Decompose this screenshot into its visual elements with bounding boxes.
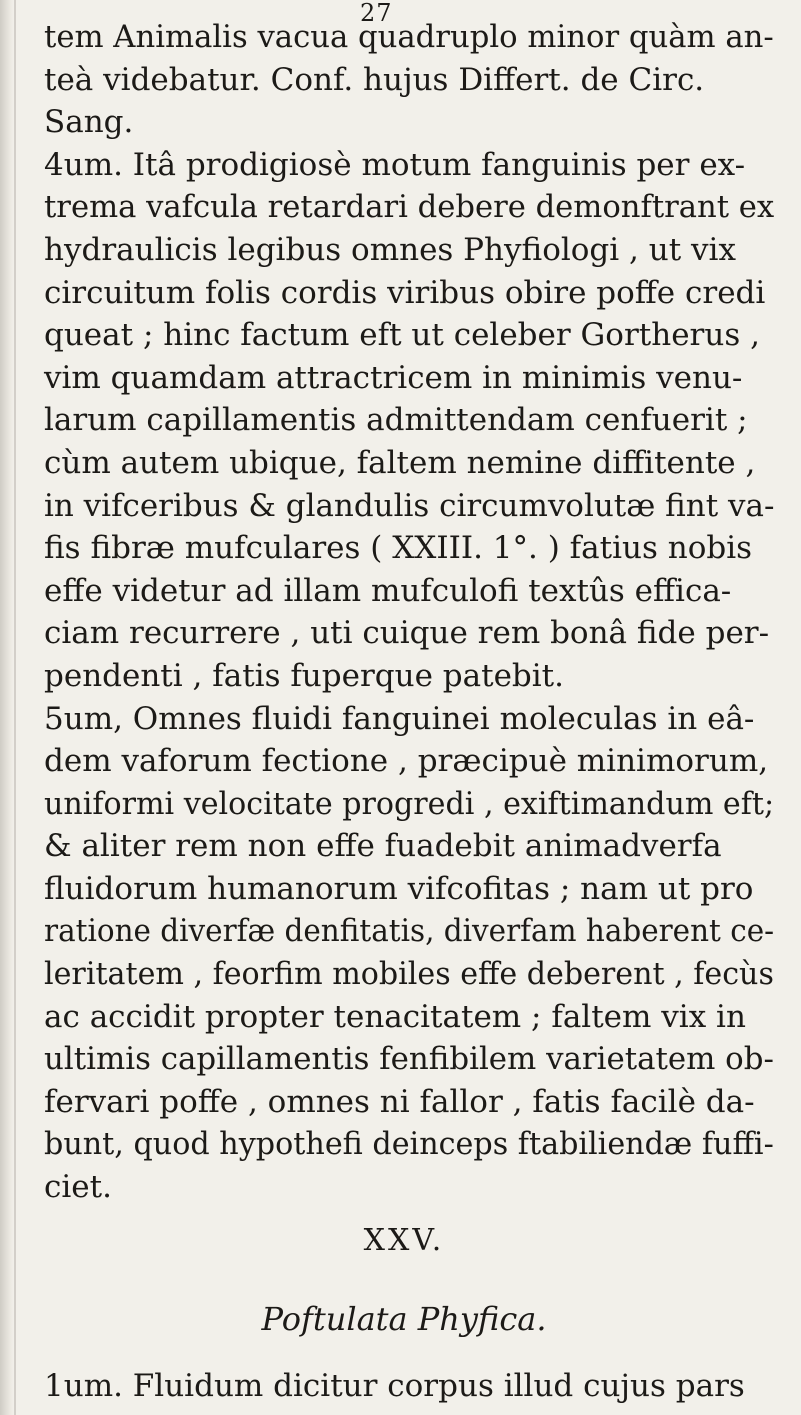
- gutter-line: [14, 0, 16, 1415]
- section-number: XXV.: [363, 1222, 445, 1258]
- text-line: bunt, quod hypothefi deinceps ftabiliendæ fuffi-: [44, 1126, 774, 1163]
- text-line: vim quamdam attractricem in minimis venu-: [44, 359, 743, 396]
- text-line: ciam recurrere , uti cuique rem bonâ fide per-: [44, 615, 770, 652]
- text-line: pendenti , fatis fuperque patebit.: [44, 657, 564, 694]
- text-line: circuitum folis cordis viribus obire poffe credi: [44, 274, 766, 311]
- section-title: Poftulata Phyfica.: [261, 1299, 547, 1338]
- text-line: effe videtur ad illam mufculofi textûs effica-: [44, 572, 732, 609]
- text-line: dem vaforum fectione , præcipuè minimorum,: [44, 743, 769, 780]
- text-line: teà videbatur. Conf. hujus Differt. de Circ.: [44, 61, 705, 98]
- text-line: hydraulicis legibus omnes Phyfiologi , ut vix: [44, 231, 736, 268]
- text-line: ciet.: [44, 1169, 112, 1206]
- text-line: ultimis capillamentis fenfibilem varietatem ob-: [44, 1041, 774, 1078]
- text-line: 5um, Omnes fluidi fanguinei moleculas in eâ-: [44, 700, 755, 737]
- text-line: ac accidit propter tenacitatem ; faltem vix in: [44, 998, 746, 1035]
- text-line: in vifceribus & glandulis circumvolutæ fint va-: [44, 487, 775, 524]
- text-line: & aliter rem non effe fuadebit animadverfa: [44, 828, 722, 865]
- text-line: uniformi velocitate progredi , exiftimandum eft;: [44, 785, 775, 822]
- text-line: 4um. Itâ prodigiosè motum fanguinis per ex-: [44, 146, 746, 183]
- text-line: larum capillamentis admittendam cenfuerit ;: [44, 402, 748, 439]
- text-line: fluidorum humanorum vifcofitas ; nam ut pro: [44, 870, 754, 907]
- page-number: 27: [360, 0, 393, 27]
- text-line: cùm autem ubique, faltem nemine diffitente ,: [44, 444, 756, 481]
- text-line: queat ; hinc factum eft ut celeber Gortherus ,: [44, 317, 760, 354]
- text-line: 1um. Fluidum dicitur corpus illud cujus pars: [44, 1367, 745, 1404]
- text-line: trema vafcula retardari debere demonftrant ex: [44, 189, 775, 226]
- text-line: leritatem , feorfim mobiles effe deberent , fecùs: [44, 956, 774, 993]
- text-line: ratione diverfæ denfitatis, diverfam haberent ce-: [44, 913, 775, 950]
- binding-edge-shadow: [0, 0, 14, 1415]
- text-line: Sang.: [44, 104, 134, 141]
- text-line: fervari poffe , omnes ni fallor , fatis facilè da-: [44, 1083, 755, 1120]
- text-line: tem Animalis vacua quadruplo minor quàm an-: [44, 19, 774, 55]
- body-text: [44, 16, 775, 1407]
- text-line: fis fibræ mufculares ( XXIII. 1°. ) fatius nobis: [44, 530, 753, 567]
